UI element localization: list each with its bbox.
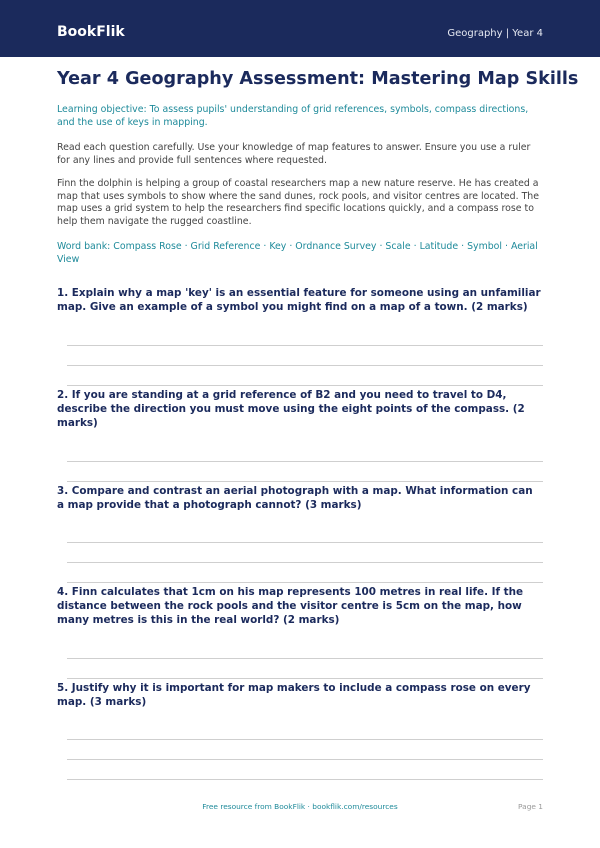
answer-line[interactable] (67, 481, 543, 482)
answer-line[interactable] (67, 759, 543, 760)
question-text: 1. Explain why a map 'key' is an essential feature for someone using an unfamiliar map. Give an example of a symbol you might find on a map of a town. (2 marks) (57, 286, 541, 313)
brand-logo[interactable]: BookFlik (57, 24, 125, 40)
answer-line[interactable] (67, 678, 543, 679)
story-paragraph: Finn the dolphin is helping a group of coastal researchers map a new nature reserve. He has created a map that uses symbols to show where the sand dunes, rock pools, and visitor centres are located. The map uses a grid system to help the researchers find specific locations quickly, and a compass rose to help them navigate the rugged coastline. (57, 178, 540, 227)
learning-objective: Learning objective: To assess pupils' understanding of grid references, symbols, compass directions, and the use of keys in mapping. (57, 104, 529, 128)
question-block (57, 585, 543, 679)
question-text: 3. Compare and contrast an aerial photograph with a map. What information can a map provide that a photograph cannot? (3 marks) (57, 484, 533, 511)
question-text: 4. Finn calculates that 1cm on his map represents 100 metres in real life. If the distance between the rock pools and the visitor centre is 5cm on the map, how many metres is this in the real world? (2 marks) (57, 585, 524, 626)
question-block (57, 484, 543, 583)
answer-line[interactable] (67, 739, 543, 740)
answer-line[interactable] (67, 658, 543, 659)
breadcrumb: Geography | Year 4 (447, 28, 543, 39)
answer-line[interactable] (67, 582, 543, 583)
answer-line[interactable] (67, 385, 543, 386)
question-block (57, 388, 543, 482)
word-bank: Word bank: Compass Rose · Grid Reference · Key · Ordnance Survey · Scale · Latitude · Symbol · Aerial View (57, 240, 538, 265)
page-title: Year 4 Geography Assessment: Mastering Map Skills (57, 69, 579, 89)
answer-line[interactable] (67, 461, 543, 462)
answer-line[interactable] (67, 345, 543, 346)
footer-source[interactable]: Free resource from BookFlik · bookflik.com/resources (202, 802, 398, 811)
question-block (57, 681, 543, 780)
header-bar (0, 0, 600, 57)
question-text: 2. If you are standing at a grid reference of B2 and you need to travel to D4, describe the direction you must move using the eight points of the compass. (2 marks) (57, 388, 525, 429)
answer-line[interactable] (67, 562, 543, 563)
worksheet-body (57, 68, 579, 780)
page-number: Page 1 (518, 802, 543, 811)
answer-line[interactable] (67, 542, 543, 543)
answer-line[interactable] (67, 365, 543, 366)
instructions: Read each question carefully. Use your knowledge of map features to answer. Ensure you use a ruler for any lines and provide full sentences where requested. (57, 142, 531, 166)
question-text: 5. Justify why it is important for map makers to include a compass rose on every map. (3 marks) (57, 681, 531, 708)
question-block (57, 286, 543, 386)
answer-line[interactable] (67, 779, 543, 780)
